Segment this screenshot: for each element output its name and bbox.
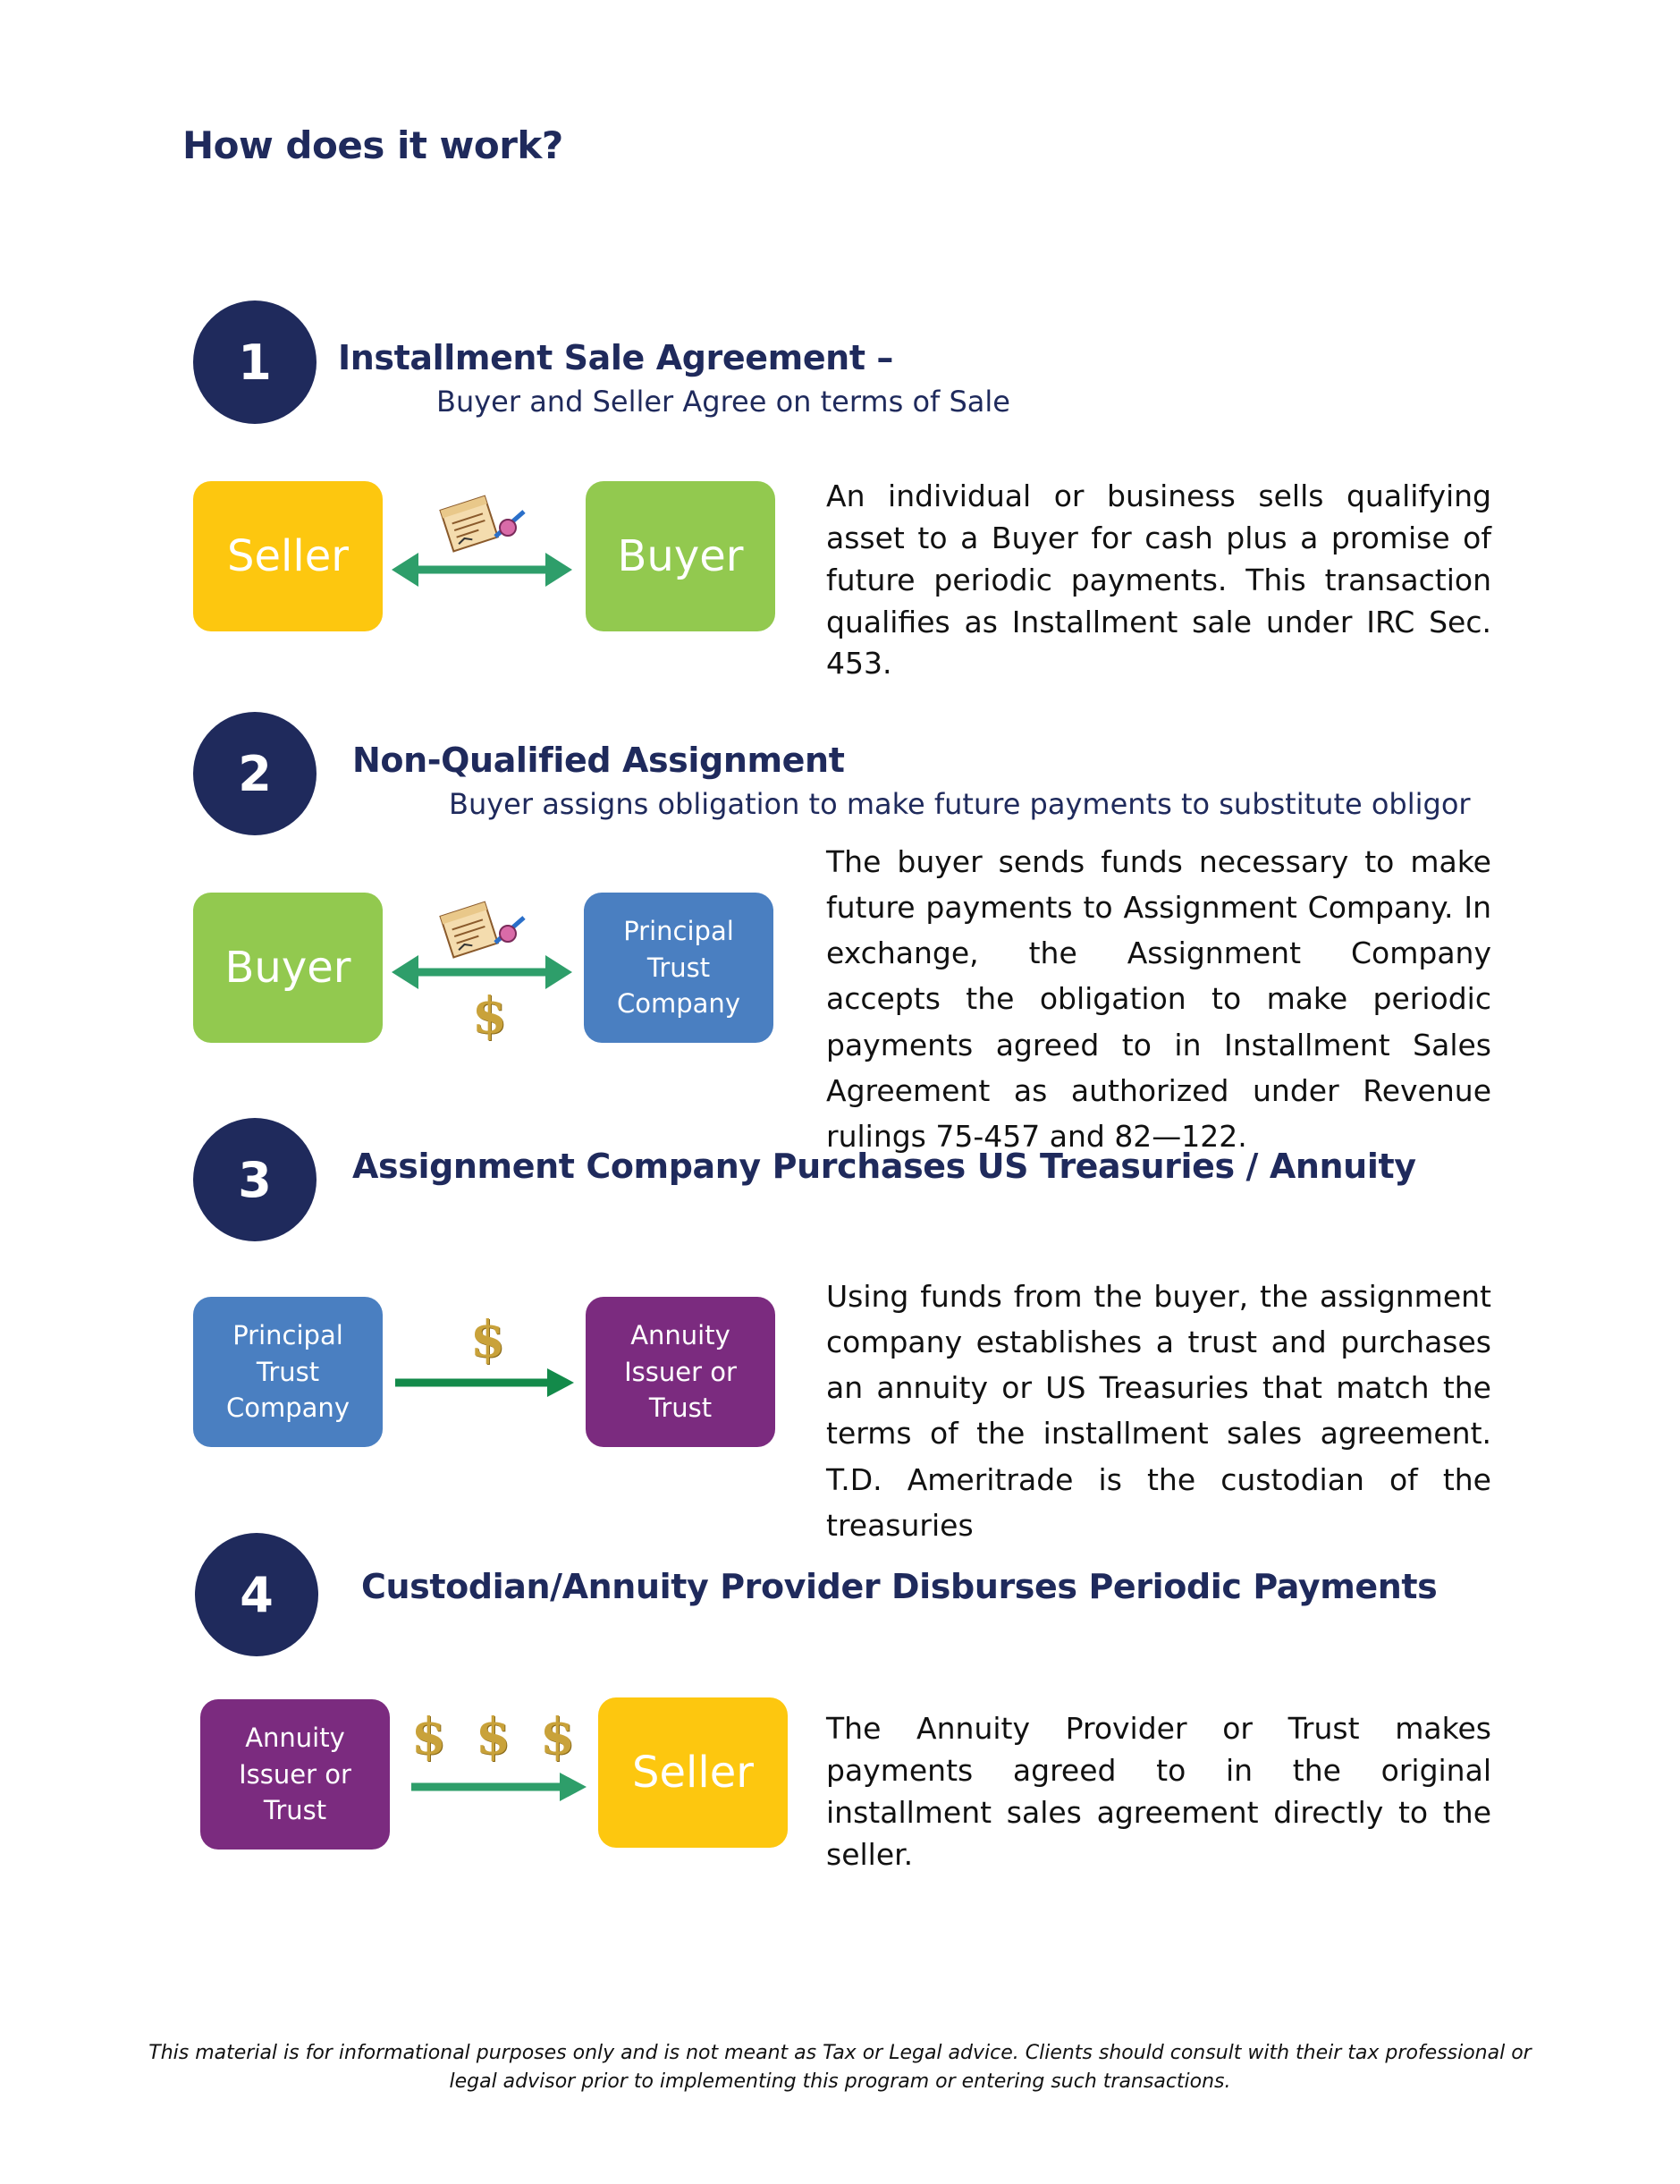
step-2-principal-trust-box: Principal Trust Company: [584, 893, 773, 1043]
step-3-principal-trust-box: Principal Trust Company: [193, 1297, 383, 1447]
step-2-buyer-box: Buyer: [193, 893, 383, 1043]
step-3-heading: Assignment Company Purchases US Treasuries / Annuity: [352, 1147, 1416, 1186]
step-1-heading: Installment Sale Agreement –: [338, 338, 894, 377]
step-3-right-arrow: [393, 1365, 576, 1401]
dollar-sign-icon: $: [540, 1707, 575, 1766]
step-4-heading: Custodian/Annuity Provider Disburses Periodic Payments: [361, 1567, 1438, 1606]
step-1-double-arrow: [390, 547, 574, 592]
step-4-seller-box: Seller: [598, 1697, 788, 1848]
step-4-description: The Annuity Provider or Trust makes payments agreed to in the original installment sales agreement directly to the seller.: [826, 1711, 1491, 1872]
step-2-subheading: Buyer assigns obligation to make future payments to substitute obligor: [449, 787, 1471, 821]
step-4-annuity-issuer-box: Annuity Issuer or Trust: [200, 1699, 390, 1850]
step-1-number: 1: [193, 301, 317, 424]
step-2-number: 2: [193, 712, 317, 835]
step-4-right-arrow: [409, 1769, 588, 1805]
step-2-heading: Non-Qualified Assignment: [352, 741, 845, 780]
dollar-sign-icon: $: [470, 1310, 505, 1369]
dollar-sign-icon: $: [411, 1707, 446, 1766]
step-2-description: The buyer sends funds necessary to make future payments to Assignment Company. In exchange, the Assignment Company accepts the obligation to make periodic payments agreed to in Installment Sales Agreement as authorized under Revenue rulings 75-457 and 82—122.: [826, 844, 1491, 1154]
page-title: How does it work?: [182, 123, 563, 167]
step-1-seller-box: Seller: [193, 481, 383, 631]
dollar-sign-icon: $: [476, 1707, 511, 1766]
step-1-subheading: Buyer and Seller Agree on terms of Sale: [436, 385, 1010, 419]
footer-disclaimer: This material is for informational purposes only and is not meant as Tax or Legal advice. Clients should consult with their tax professional or legal advisor prior to implementing this program or entering such transactions.: [148, 2042, 1532, 2093]
step-3-description: Using funds from the buyer, the assignment company establishes a trust and purchases an annuity or US Treasuries that match the terms of the installment sales agreement. T.D. Ameritrade is the custodian of the treasuries: [826, 1279, 1491, 1543]
step-1-buyer-box: Buyer: [586, 481, 775, 631]
step-1-description: An individual or business sells qualifying asset to a Buyer for cash plus a promise of future periodic payments. This transaction qualifies as Installment sale under IRC Sec. 453.: [826, 478, 1491, 681]
step-3-annuity-issuer-box: Annuity Issuer or Trust: [586, 1297, 775, 1447]
step-4-number: 4: [195, 1533, 318, 1656]
dollar-sign-icon: $: [472, 986, 507, 1045]
step-3-number: 3: [193, 1118, 317, 1241]
